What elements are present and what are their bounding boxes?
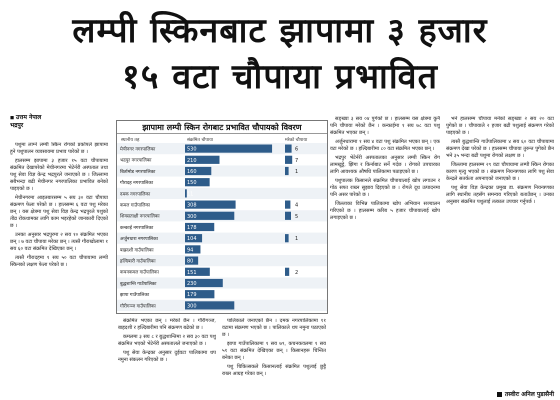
infected-value-label: 179 [187,292,197,299]
article-column-1 [10,142,108,398]
paragraph: झापा गाउँपालिकामा १ सय ७९, कचनकवलमा १ सय ५१ वटा संक्रमित देखिएका छन् । किसानहरू चिन्तित बनेका छन् । [222,341,326,361]
column-header-dead: मरेको चौपाया [285,138,308,143]
infected-value-label: 150 [187,180,197,187]
infected-value-label: 300 [187,213,197,220]
article-column-3 [222,318,326,398]
paragraph: पशु चिकित्सकले किसानलाई संक्रमित पशुलाई छुट्टै राख्न आग्रह गरेका छन् । [222,364,326,377]
death-value-label: 5 [295,213,299,220]
category-label: भद्रपुर नगरपालिका [120,158,152,164]
paragraph: हालसम्म झापामा ३ हजार १५ वटा चौपायामा संक्रमित देखापरेको मेचीनगरमा भेटेर्नरी अस्पताल तथा पशु सेवा विज्ञ केन्द्र भद्रपुरले जनाएको छ । जिल्लामा सबैभन्दा बढी मेचीनगर नगरपालिका प्रभावित बनेको पाइएको छ । [10,158,108,192]
headline [0,0,560,112]
article-column-4 [330,116,440,398]
infected-value-label: 80 [187,258,194,265]
death-value-label: 1 [295,169,299,175]
article-column-5 [446,116,554,378]
death-bar [285,145,292,153]
category-label: हल्दिबारी गाउँपालिका [120,259,156,265]
paragraph: जिल्लामा हालसम्म २९ वटा चौपायामा लम्पी स्किन रोगका कारण मृत्यु भएको छ । संक्रमण नियन्त्रणका लागि पशु सेवा केन्द्रले सतर्कता अपनाएको जनाएको छ । [446,162,554,182]
death-bar [285,156,292,164]
infected-value-label: 178 [187,225,197,231]
death-value-label: 2 [295,269,299,276]
infected-value-label: 230 [187,281,197,287]
category-label: शिवसताक्षी नगरपालिका [120,214,160,220]
category-label: कन्काई नगरपालिका [120,225,154,231]
paragraph: उनका अनुसार भद्रपुरमा २ सय १० संक्रमित भएका छन् । ७ वटा चौपाया मरेका छन् । त्यस्तै गौराखोलामा १ सय ६० वटा संक्रमित देखिएका छन् । [10,232,108,252]
infected-value-label: 11 [187,191,194,198]
category-label: बुद्धशान्ति गाउँपालिका [120,281,157,287]
paragraph: भने हालसम्म चौपाया मर्नेको सङ्ख्या २ सय २० वटा पुगेको छ । चौपायाले २ हजार बढी पशुलाई संक्रमण गरेको पाइएको छ । [446,116,554,136]
category-label: गौरादह नगरपालिका [120,181,154,187]
infected-value-label: 160 [187,169,197,175]
byline [10,114,105,144]
author-name: ◼ उत्तम नेपाल [10,114,105,122]
paragraph: त्यस्तै बुद्धशान्ति गाउँपालिकामा ४ सय ६० वटा चौपायामा संक्रमण देखा परेको छ । हालसम्म चौपाया तुरुन्त पुगेको छैन भने ३५ भन्दा बढी पशुमा रोगको लक्षण छ । [446,139,554,159]
infected-value-label: 300 [187,303,197,310]
infected-value-label: 104 [187,236,197,243]
column-header-local-level: स्थानीय तह [121,138,140,143]
death-bar [285,268,289,276]
death-bar [285,201,290,209]
infographic-table [116,120,328,314]
death-bar [285,212,291,220]
infected-value-label: 308 [187,202,197,209]
paragraph: सङ्ख्या ३ सय ०४ पुगेको छ । हालसम्म यस क्षेत्रमा कुनै पनि चौपाया मरेको छैन । कन्काईमा १ सय ७८ वटा पशु संक्रमित भएका छन् । [330,116,440,136]
paragraph: अर्जुनधारामा १ सय ४ वटा पशु संक्रमित भएका छन् । एक वटा मरेको छ । हल्दिबारीमा ८० वटा संक्रमित भएका छन् । [330,139,440,152]
death-value-label: 1 [295,236,299,243]
category-label: बिर्तामोड नगरपालिका [120,169,156,175]
paragraph: पशुपालक किसानले संक्रमित चौपायालाई खोप लगाउन र गोठ सफा राख्न सुझाव दिइएको छ । रोगले दूध उत्पादनमा पनि असर पारेको छ । [330,178,440,198]
category-label: झापा गाउँपालिका [120,293,150,299]
death-value-label: 4 [295,202,299,209]
column-header-infected: संक्रमित चौपाया [187,138,213,143]
paragraph: संक्रमित भएका छन् । मरेको छैन । गौरीगञ्ज, बाह्रदशी र हल्दिबारीमा पनि संक्रमण बढेको छ । [118,318,216,331]
paragraph: मेचीनगरमा आइतबारसम्म ५ सय ३० वटा चौपाया संक्रमण फेला परेको छ । हालसम्म ६ वटा पशु मरेका छन् । यस क्षेत्रमा पशु सेवा विज्ञ केन्द्र भद्रपुरले पशुको तीव्र रोकथामका लागि काम भइरहेको जानकारी दिएको छ । [10,195,108,229]
infected-value-label: 530 [187,146,197,153]
headline-line-1: लम्पी स्किनबाट झापामा ३ हजार [72,11,488,51]
chart-plot [117,143,327,313]
article-body [6,114,556,400]
category-label: अर्जुनधारा नगरपालिका [120,237,158,243]
category-label: दमक नगरपालिका [120,192,151,198]
category-label: गौरीगञ्ज गाउँपालिका [120,304,156,310]
death-value-label: 7 [295,157,299,164]
paragraph: जिल्लाका विभिन्न पालिकामा खोप अभियान सञ्चालन गरिएको छ । हालसम्म करिब ५ हजार चौपायालाई खोप लगाइएको छ । [330,201,440,221]
infected-value-label: 151 [187,269,197,276]
paragraph: पालिकाले जनाएको छैन । दमक नगरपालिकामा ११ वटामा संक्रमण भएको छ । पालिकाले थप नमुना पठाएको छ । [222,318,326,338]
paragraph: पशुमा लाग्ने लम्पी स्किन रोगको प्रकोपले झापामा हुने पशुपालन व्यवसायमा प्रभाव पारेको छ । [10,142,108,155]
square-bullet-icon [497,392,502,397]
article-column-2 [118,318,216,398]
death-bar [285,234,289,242]
paragraph: त्यस्तै गौरादहमा १ सय ५० वटा चौपायामा लम्पी स्किनको लक्षण फेला परेको छ । [10,255,108,268]
category-label: कमल गाउँपालिका [120,203,150,209]
paragraph: पशु सेवा केन्द्रका अनुसार दुईवटा पालिकामा थप नमुना संकलन गरिएको छ । [118,350,216,363]
death-bar [285,167,289,175]
photo-credit-text: तस्वीरः अनिल पुडासैनी [504,391,554,398]
paragraph: कमलमा ३ सय ८ र बुद्धशान्तिमा २ सय ३० वटा पशु संक्रमित भएको भेटेर्नरी अस्पतालले जनाएको छ । [118,334,216,347]
infected-value-label: 210 [187,157,197,164]
category-label: मेचीनगर नगरपालिका [120,147,156,153]
infected-bar [185,145,272,153]
infected-value-label: 94 [187,247,194,254]
dateline-place: भद्रपुर [10,122,24,129]
category-label: कचनकवल गाउँपालिका [120,270,159,276]
paragraph: भद्रपुर भेटेर्नरी अस्पतालका अनुसार लम्पी स्किन रोग लामखुट्टे, झिंगा र किर्नाबाट सर्ने गर्दछ । रोगको उपचारका लागि आवश्यक औषधि पालिकामा पठाइएको छ । [330,155,440,175]
headline-line-2: १५ वटा चौपाया प्रभावित [122,57,438,97]
chart-title: झापामा लम्पी स्किन रोगबाट प्रभावित चौपायको विवरण [117,121,327,134]
category-label: बाह्रदशी गाउँपालिका [120,248,154,254]
photo-credit [497,390,554,398]
death-value-label: 6 [295,146,299,153]
paragraph: पशु सेवा विज्ञ केन्द्रका प्रमुख डा. संक्रमण नियन्त्रणका लागि स्थानीय तहसँग समन्वय गरिएको बताउँछन् । उनका अनुसार संक्रमित पशुलाई तत्काल उपचार गर्नुपर्छ । [446,185,554,205]
